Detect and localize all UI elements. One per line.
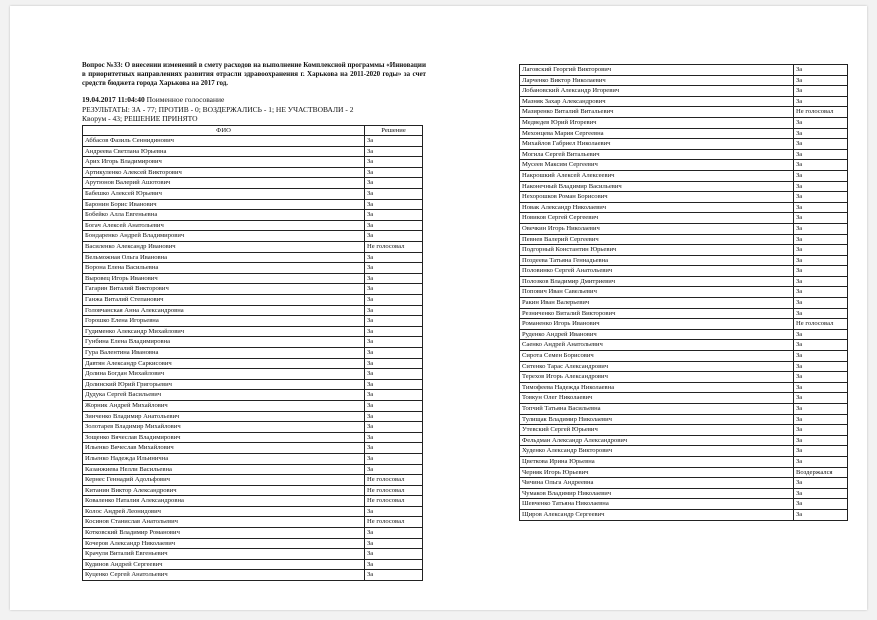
deputy-name: Тулищак Владимир Николаевич bbox=[520, 414, 794, 425]
vote-decision: За bbox=[794, 509, 848, 520]
deputy-name: Гагарин Виталий Викторович bbox=[83, 284, 365, 295]
vote-decision: За bbox=[365, 231, 423, 242]
deputy-name: Бондаренко Андрей Владимирович bbox=[83, 231, 365, 242]
vote-decision: За bbox=[794, 213, 848, 224]
table-row bbox=[520, 351, 848, 362]
table-row bbox=[83, 559, 423, 570]
deputy-name: Мазиренко Виталий Витальевич bbox=[520, 107, 794, 118]
table-header-row bbox=[83, 125, 423, 136]
table-row bbox=[83, 316, 423, 327]
table-row bbox=[83, 252, 423, 263]
deputy-name: Артикуленко Алексей Викторович bbox=[83, 167, 365, 178]
vote-decision: Не голосовал bbox=[365, 242, 423, 253]
vote-decision: За bbox=[794, 86, 848, 97]
deputy-name: Вельможная Ольга Ивановна bbox=[83, 252, 365, 263]
table-row bbox=[520, 170, 848, 181]
vote-results: РЕЗУЛЬТАТЫ: ЗА - 77; ПРОТИВ - 0; ВОЗДЕРЖАЛИСЬ - 1; НЕ УЧАСТВОВАЛИ - 2 bbox=[82, 104, 354, 114]
table-row bbox=[83, 231, 423, 242]
table-row bbox=[520, 456, 848, 467]
table-row bbox=[520, 65, 848, 76]
vote-decision: За bbox=[794, 245, 848, 256]
deputy-name: Тимофеева Надежда Николаевна bbox=[520, 382, 794, 393]
vote-decision: За bbox=[794, 255, 848, 266]
deputy-name: Ситенко Тарас Александрович bbox=[520, 361, 794, 372]
table-row bbox=[520, 192, 848, 203]
deputy-name: Руденко Андрей Иванович bbox=[520, 329, 794, 340]
table-row bbox=[83, 528, 423, 539]
table-row bbox=[83, 485, 423, 496]
vote-decision: За bbox=[794, 499, 848, 510]
deputy-name: Андреева Светлана Юрьевна bbox=[83, 146, 365, 157]
table-row bbox=[83, 453, 423, 464]
vote-decision: За bbox=[365, 316, 423, 327]
vote-decision: За bbox=[365, 146, 423, 157]
table-row bbox=[520, 361, 848, 372]
deputy-name: Гудименко Александр Михайлович bbox=[83, 326, 365, 337]
table-row bbox=[520, 287, 848, 298]
deputy-name: Чумаков Владимир Николаевич bbox=[520, 488, 794, 499]
vote-type: Поименное голосование bbox=[146, 95, 225, 104]
table-row bbox=[520, 446, 848, 457]
table-row bbox=[520, 202, 848, 213]
deputy-name: Поздеева Татьяна Геннадьевна bbox=[520, 255, 794, 266]
vote-decision: За bbox=[365, 220, 423, 231]
vote-decision: За bbox=[365, 189, 423, 200]
vote-decision: За bbox=[794, 456, 848, 467]
vote-decision: За bbox=[365, 549, 423, 560]
vote-decision: За bbox=[365, 358, 423, 369]
vote-decision: За bbox=[794, 96, 848, 107]
deputy-name: Полозков Владимир Дмитриевич bbox=[520, 276, 794, 287]
deputy-name: Товкун Олег Николаевич bbox=[520, 393, 794, 404]
deputy-name: Накрошкий Алексей Алексеевич bbox=[520, 170, 794, 181]
vote-decision: За bbox=[794, 435, 848, 446]
deputy-name: Худенко Александр Викторович bbox=[520, 446, 794, 457]
votes-table-left bbox=[82, 125, 423, 582]
table-row bbox=[83, 422, 423, 433]
deputy-name: Долинский Юрий Григорьевич bbox=[83, 379, 365, 390]
vote-decision: За bbox=[365, 252, 423, 263]
deputy-name: Резниченко Виталий Викторович bbox=[520, 308, 794, 319]
deputy-name: Мазняк Захар Александрович bbox=[520, 96, 794, 107]
table-row bbox=[520, 425, 848, 436]
table-row bbox=[520, 213, 848, 224]
deputy-name: Китанин Виктор Александрович bbox=[83, 485, 365, 496]
deputy-name: Подгорный Константин Юрьевич bbox=[520, 245, 794, 256]
table-row bbox=[520, 488, 848, 499]
question-title: Вопрос №33: О внесении изменений в смету расходов на выполнение Комплексной программы «Инновации в приоритетных направлениях развития отрасли здравоохранения г. Харькова на 2011-2020 годы» за счет средств бюджета города Харькова на 2017 год. bbox=[82, 61, 426, 87]
right-column bbox=[519, 64, 847, 521]
table-row bbox=[520, 382, 848, 393]
table-row bbox=[83, 475, 423, 486]
table-row bbox=[520, 404, 848, 415]
table-row bbox=[520, 128, 848, 139]
vote-decision: За bbox=[365, 538, 423, 549]
table-row bbox=[520, 160, 848, 171]
deputy-name: Кернес Геннадий Адольфович bbox=[83, 475, 365, 486]
deputy-name: Куценко Сергей Анатольевич bbox=[83, 570, 365, 581]
vote-decision: Воздержался bbox=[794, 467, 848, 478]
deputy-name: Попович Иван Савельевич bbox=[520, 287, 794, 298]
table-row bbox=[520, 223, 848, 234]
deputy-name: Гунбина Елена Владимировна bbox=[83, 337, 365, 348]
table-row bbox=[520, 298, 848, 309]
table-row bbox=[520, 181, 848, 192]
deputy-name: Крачуля Виталий Евгеньевич bbox=[83, 549, 365, 560]
vote-decision: За bbox=[365, 157, 423, 168]
vote-decision: Не голосовал bbox=[794, 107, 848, 118]
vote-decision: Не голосовал bbox=[365, 475, 423, 486]
vote-decision: За bbox=[794, 149, 848, 160]
deputy-name: Могила Сергей Витальевич bbox=[520, 149, 794, 160]
vote-decision: За bbox=[365, 443, 423, 454]
table-row bbox=[520, 107, 848, 118]
table-row bbox=[520, 75, 848, 86]
table-row bbox=[520, 329, 848, 340]
table-row bbox=[83, 284, 423, 295]
deputy-name: Кудинов Андрей Сергеевич bbox=[83, 559, 365, 570]
table-row bbox=[83, 146, 423, 157]
deputy-name: Арих Игорь Владимирович bbox=[83, 157, 365, 168]
deputy-name: Косинов Станислав Анатольевич bbox=[83, 517, 365, 528]
vote-decision: За bbox=[794, 139, 848, 150]
vote-decision: За bbox=[794, 361, 848, 372]
deputy-name: Баронин Борис Иванович bbox=[83, 199, 365, 210]
deputy-name: Щиров Александр Сергеевич bbox=[520, 509, 794, 520]
table-row bbox=[83, 347, 423, 358]
deputy-name: Фельдман Александр Александрович bbox=[520, 435, 794, 446]
table-row bbox=[83, 400, 423, 411]
vote-decision: За bbox=[365, 379, 423, 390]
deputy-name: Казанжиева Нелли Васильевна bbox=[83, 464, 365, 475]
table-row bbox=[83, 295, 423, 306]
table-row bbox=[520, 266, 848, 277]
vote-decision: За bbox=[365, 178, 423, 189]
deputy-name: Коваленко Наталия Александровна bbox=[83, 496, 365, 507]
table-row bbox=[83, 538, 423, 549]
vote-decision: За bbox=[794, 266, 848, 277]
deputy-name: Цветкова Ирина Юрьевна bbox=[520, 456, 794, 467]
vote-decision: За bbox=[794, 192, 848, 203]
table-row bbox=[83, 506, 423, 517]
table-row bbox=[520, 308, 848, 319]
deputy-name: Ларченко Виктор Николаевич bbox=[520, 75, 794, 86]
deputy-name: Головчанская Анна Александровна bbox=[83, 305, 365, 316]
vote-decision: За bbox=[794, 404, 848, 415]
vote-decision: За bbox=[794, 298, 848, 309]
vote-decision: За bbox=[794, 276, 848, 287]
table-row bbox=[520, 499, 848, 510]
table-row bbox=[520, 372, 848, 383]
table-row bbox=[520, 117, 848, 128]
vote-decision: За bbox=[794, 329, 848, 340]
vote-decision: За bbox=[794, 75, 848, 86]
vote-decision: За bbox=[365, 263, 423, 274]
deputy-name: Мехонцева Мария Сергеевна bbox=[520, 128, 794, 139]
vote-decision: За bbox=[794, 160, 848, 171]
vote-decision: За bbox=[794, 170, 848, 181]
table-row bbox=[83, 178, 423, 189]
table-row bbox=[83, 517, 423, 528]
vote-decision: За bbox=[794, 234, 848, 245]
table-row bbox=[83, 273, 423, 284]
deputy-name: Бабешко Алексей Юрьевич bbox=[83, 189, 365, 200]
vote-decision: За bbox=[365, 326, 423, 337]
column-header-decision: Решение bbox=[365, 125, 423, 136]
deputy-name: Романенко Игорь Иванович bbox=[520, 319, 794, 330]
vote-decision: За bbox=[365, 559, 423, 570]
deputy-name: Котковский Владимир Романович bbox=[83, 528, 365, 539]
table-row bbox=[83, 432, 423, 443]
table-row bbox=[520, 86, 848, 97]
vote-decision: За bbox=[794, 372, 848, 383]
deputy-name: Богач Алексей Анатольевич bbox=[83, 220, 365, 231]
vote-decision: За bbox=[365, 528, 423, 539]
deputy-name: Овечкин Игорь Николаевич bbox=[520, 223, 794, 234]
deputy-name: Лаговский Георгий Викторович bbox=[520, 65, 794, 76]
table-row bbox=[520, 435, 848, 446]
deputy-name: Медведев Юрий Игоревич bbox=[520, 117, 794, 128]
deputy-name: Ильенко Надежда Ильинична bbox=[83, 453, 365, 464]
deputy-name: Новиков Сергей Сергеевич bbox=[520, 213, 794, 224]
deputy-name: Жорник Андрей Михайлович bbox=[83, 400, 365, 411]
vote-decision: За bbox=[365, 284, 423, 295]
deputy-name: Терехов Игорь Александрович bbox=[520, 372, 794, 383]
vote-decision: За bbox=[794, 128, 848, 139]
vote-decision: За bbox=[794, 65, 848, 76]
table-row bbox=[83, 220, 423, 231]
deputy-name: Михайлов Габриел Николаевич bbox=[520, 139, 794, 150]
vote-decision: За bbox=[365, 295, 423, 306]
vote-decision: За bbox=[365, 411, 423, 422]
deputy-name: Мусеев Максим Сергеевич bbox=[520, 160, 794, 171]
table-row bbox=[520, 234, 848, 245]
deputy-name: Ворона Елена Васильевна bbox=[83, 263, 365, 274]
vote-decision: За bbox=[794, 202, 848, 213]
vote-decision: За bbox=[365, 337, 423, 348]
vote-decision: За bbox=[794, 223, 848, 234]
vote-decision: За bbox=[365, 453, 423, 464]
table-row bbox=[520, 276, 848, 287]
deputy-name: Ракин Иван Валерьевич bbox=[520, 298, 794, 309]
vote-decision: За bbox=[794, 340, 848, 351]
deputy-name: Золотарев Владимир Михайлович bbox=[83, 422, 365, 433]
table-row bbox=[520, 393, 848, 404]
table-row bbox=[83, 358, 423, 369]
table-row bbox=[520, 467, 848, 478]
deputy-name: Саенко Андрей Анатольевич bbox=[520, 340, 794, 351]
vote-decision: За bbox=[365, 305, 423, 316]
vote-decision: Не голосовал bbox=[365, 517, 423, 528]
vote-datetime-line bbox=[82, 95, 426, 105]
vote-decision: Не голосовал bbox=[365, 485, 423, 496]
deputy-name: Дудука Сергей Васильевич bbox=[83, 390, 365, 401]
deputy-name: Нехорошков Роман Борисович bbox=[520, 192, 794, 203]
table-row bbox=[520, 340, 848, 351]
deputy-name: Зинченко Владимир Анатольевич bbox=[83, 411, 365, 422]
vote-quorum: Кворум - 43; РЕШЕНИЕ ПРИНЯТО bbox=[82, 114, 198, 123]
vote-decision: За bbox=[794, 393, 848, 404]
table-row bbox=[83, 570, 423, 581]
vote-decision: За bbox=[365, 273, 423, 284]
vote-decision: За bbox=[365, 400, 423, 411]
table-row bbox=[83, 199, 423, 210]
table-row bbox=[520, 509, 848, 520]
table-row bbox=[83, 337, 423, 348]
deputy-name: Певнев Валерий Сергеевич bbox=[520, 234, 794, 245]
deputy-name: Утевский Сергей Юрьевич bbox=[520, 425, 794, 436]
table-row bbox=[520, 96, 848, 107]
vote-datetime: 19.04.2017 11:04:40 bbox=[82, 95, 145, 104]
deputy-name: Аббасов Фазиль Сеннидинович bbox=[83, 136, 365, 147]
table-row bbox=[83, 326, 423, 337]
votes-table-left-body bbox=[83, 136, 423, 581]
table-row bbox=[83, 443, 423, 454]
deputy-name: Гура Валентина Ивановна bbox=[83, 347, 365, 358]
vote-decision: За bbox=[794, 287, 848, 298]
table-row bbox=[83, 263, 423, 274]
vote-decision: За bbox=[365, 570, 423, 581]
deputy-name: Шевченко Татьяна Николаевна bbox=[520, 499, 794, 510]
vote-decision: За bbox=[794, 446, 848, 457]
table-row bbox=[83, 369, 423, 380]
column-header-name: ФИО bbox=[83, 125, 365, 136]
votes-table-right-body bbox=[520, 65, 848, 521]
table-row bbox=[83, 136, 423, 147]
table-row bbox=[520, 149, 848, 160]
deputy-name: Сирота Семен Борисович bbox=[520, 351, 794, 362]
deputy-name: Черняк Игорь Юрьевич bbox=[520, 467, 794, 478]
table-row bbox=[83, 549, 423, 560]
vote-meta bbox=[82, 95, 426, 124]
vote-decision: За bbox=[365, 422, 423, 433]
vote-decision: За bbox=[365, 464, 423, 475]
vote-decision: За bbox=[794, 181, 848, 192]
left-column bbox=[82, 61, 426, 581]
deputy-name: Горошко Елена Игорьевна bbox=[83, 316, 365, 327]
deputy-name: Зощенко Вячеслав Владимирович bbox=[83, 432, 365, 443]
vote-decision: Не голосовал bbox=[365, 496, 423, 507]
table-row bbox=[520, 414, 848, 425]
vote-decision: За bbox=[794, 414, 848, 425]
vote-decision: За bbox=[365, 432, 423, 443]
vote-decision: За bbox=[794, 425, 848, 436]
deputy-name: Наконечный Владимир Васильевич bbox=[520, 181, 794, 192]
vote-decision: За bbox=[365, 136, 423, 147]
deputy-name: Топчий Татьяна Васильевна bbox=[520, 404, 794, 415]
deputy-name: Долина Богдан Михайлович bbox=[83, 369, 365, 380]
table-row bbox=[83, 305, 423, 316]
deputy-name: Василенко Александр Иванович bbox=[83, 242, 365, 253]
table-row bbox=[520, 139, 848, 150]
deputy-name: Выровец Игорь Иванович bbox=[83, 273, 365, 284]
deputy-name: Новак Александр Николаевич bbox=[520, 202, 794, 213]
deputy-name: Колос Андрей Леонидович bbox=[83, 506, 365, 517]
vote-decision: За bbox=[365, 167, 423, 178]
vote-decision: За bbox=[365, 199, 423, 210]
vote-decision: За bbox=[794, 351, 848, 362]
vote-decision: За bbox=[794, 488, 848, 499]
table-row bbox=[83, 464, 423, 475]
table-row bbox=[83, 210, 423, 221]
table-row bbox=[520, 245, 848, 256]
table-row bbox=[83, 496, 423, 507]
table-row bbox=[520, 319, 848, 330]
vote-decision: За bbox=[365, 506, 423, 517]
vote-decision: Не голосовал bbox=[794, 319, 848, 330]
table-row bbox=[83, 242, 423, 253]
votes-table-right bbox=[519, 64, 848, 521]
table-row bbox=[520, 255, 848, 266]
deputy-name: Кочеров Александр Николаевич bbox=[83, 538, 365, 549]
vote-decision: За bbox=[794, 478, 848, 489]
vote-decision: За bbox=[365, 210, 423, 221]
table-row bbox=[520, 478, 848, 489]
deputy-name: Бобейко Алла Евгеньевна bbox=[83, 210, 365, 221]
vote-decision: За bbox=[794, 382, 848, 393]
table-row bbox=[83, 189, 423, 200]
deputy-name: Ильенко Вячеслав Михайлович bbox=[83, 443, 365, 454]
table-row bbox=[83, 157, 423, 168]
vote-decision: За bbox=[794, 308, 848, 319]
table-row bbox=[83, 379, 423, 390]
vote-decision: За bbox=[365, 347, 423, 358]
deputy-name: Чичина Ольга Андреевна bbox=[520, 478, 794, 489]
table-row bbox=[83, 390, 423, 401]
vote-decision: За bbox=[365, 369, 423, 380]
table-row bbox=[83, 167, 423, 178]
deputy-name: Ганжа Виталий Степанович bbox=[83, 295, 365, 306]
deputy-name: Половинко Сергей Анатольевич bbox=[520, 266, 794, 277]
deputy-name: Давтян Александр Саркисович bbox=[83, 358, 365, 369]
deputy-name: Арутюнов Валерий Ашотович bbox=[83, 178, 365, 189]
document-page bbox=[10, 6, 867, 610]
vote-decision: За bbox=[365, 390, 423, 401]
vote-decision: За bbox=[794, 117, 848, 128]
deputy-name: Лобановский Александр Игоревич bbox=[520, 86, 794, 97]
table-row bbox=[83, 411, 423, 422]
